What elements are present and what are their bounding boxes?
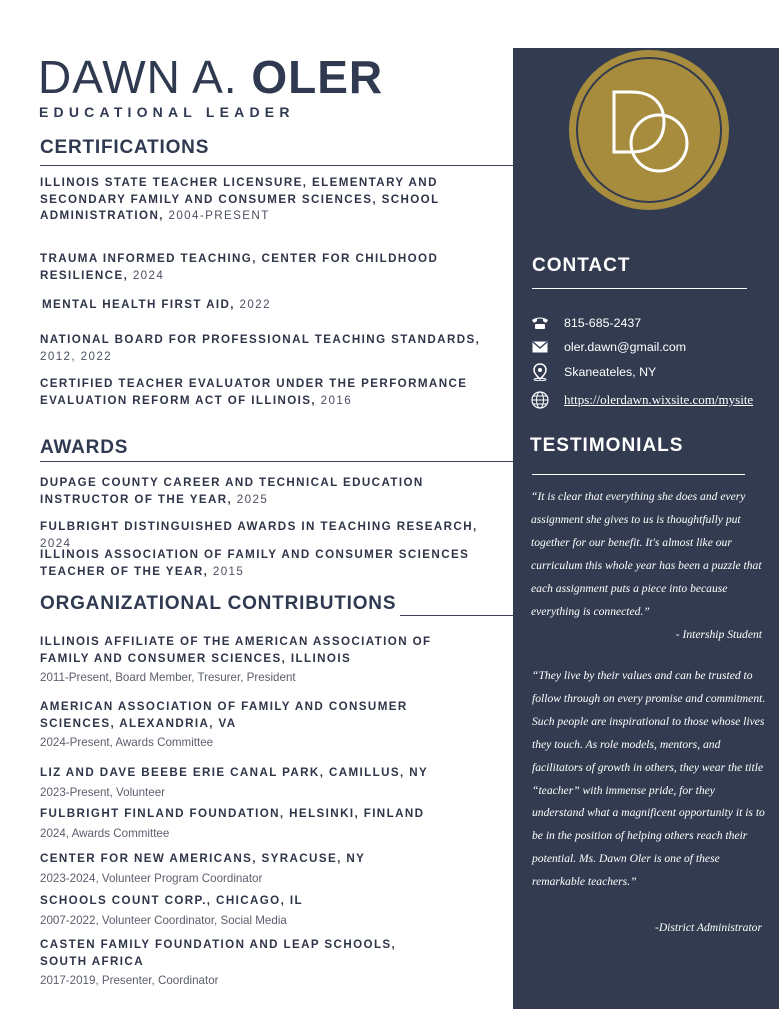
- location-pin-icon: [530, 362, 550, 382]
- testimonial-author: - Intership Student: [675, 628, 762, 641]
- job-title: EDUCATIONAL LEADER: [39, 104, 295, 120]
- contribution-item: LIZ AND DAVE BEEBE ERIE CANAL PARK, CAMILLUS, NY 2023-Present, Volunteer: [40, 766, 429, 799]
- email-icon: [530, 337, 550, 357]
- contact-location: [530, 362, 656, 382]
- testimonial-author: -District Administrator: [654, 921, 762, 934]
- contribution-item: SCHOOLS COUNT CORP., CHICAGO, IL 2007-2022, Volunteer Coordinator, Social Media: [40, 894, 303, 927]
- certification-item: NATIONAL BOARD FOR PROFESSIONAL TEACHING STANDARDS, 2012, 2022: [40, 333, 481, 363]
- certifications-divider: [40, 165, 513, 166]
- certification-item: TRAUMA INFORMED TEACHING, CENTER FOR CHILDHOOD RESILIENCE, 2024: [40, 252, 439, 282]
- contributions-divider: [400, 615, 513, 616]
- awards-heading: AWARDS: [40, 437, 129, 458]
- contact-email: [530, 337, 686, 357]
- contributions-heading: ORGANIZATIONAL CONTRIBUTIONS: [40, 593, 397, 614]
- certification-item: ILLINOIS STATE TEACHER LICENSURE, ELEMENTARY AND SECONDARY FAMILY AND CONSUMER SCIENCES, SCHOOL ADMINISTRATION, 2004-PRESENT: [40, 176, 440, 222]
- location-text: Skaneateles, NY: [564, 365, 657, 379]
- contact-phone: [530, 313, 641, 333]
- contribution-item: AMERICAN ASSOCIATION OF FAMILY AND CONSUMER SCIENCES, ALEXANDRIA, VA 2024-Present, Awards Committee: [40, 700, 408, 749]
- website-link[interactable]: https://olerdawn.wixsite.com/mysite: [564, 392, 754, 407]
- testimonials-heading: TESTIMONIALS: [530, 435, 684, 456]
- certification-item: CERTIFIED TEACHER EVALUATOR UNDER THE PERFORMANCE EVALUATION REFORM ACT OF ILLINOIS, 2016: [40, 377, 468, 407]
- first-name: DAWN A.: [38, 51, 238, 103]
- contact-website: [530, 390, 753, 410]
- award-item: FULBRIGHT DISTINGUISHED AWARDS IN TEACHING RESEARCH, 2024: [40, 520, 478, 550]
- contribution-item: CASTEN FAMILY FOUNDATION AND LEAP SCHOOLS, SOUTH AFRICA 2017-2019, Presenter, Coordinator: [40, 938, 397, 987]
- testimonial-quote: “It is clear that everything she does and every assignment she gives to us is thoughtfully put together for our benefit. It's almost like our curriculum this whole year has been a puzzle that each assignment puts a piece into because everything is connected.”: [531, 490, 762, 618]
- contact-heading: CONTACT: [532, 255, 631, 276]
- contribution-item: FULBRIGHT FINLAND FOUNDATION, HELSINKI, FINLAND 2024, Awards Committee: [40, 807, 425, 840]
- testimonial-quote: “They live by their values and can be trusted to follow through on every promise and commitment. Such people are inspirational to those whose lives they touch. As role models, mentors, and facilitators of growth in others, they wear the title “teacher” with immense pride, for they understand what a magnificent opportunity it is to be in the position of helping others reach their potential. Ms. Dawn Oler is one of these remarkable teachers.”: [532, 669, 766, 889]
- candidate-name: [38, 52, 383, 102]
- certification-item: MENTAL HEALTH FIRST AID, 2022: [42, 298, 271, 311]
- globe-icon: [530, 390, 550, 410]
- phone-number: 815-685-2437: [564, 316, 642, 330]
- last-name: OLER: [251, 51, 384, 103]
- monogram-letters: [576, 57, 722, 203]
- contribution-item: CENTER FOR NEW AMERICANS, SYRACUSE, NY 2023-2024, Volunteer Program Coordinator: [40, 852, 366, 885]
- award-item: ILLINOIS ASSOCIATION OF FAMILY AND CONSUMER SCIENCES TEACHER OF THE YEAR, 2015: [40, 548, 470, 578]
- award-item: DUPAGE COUNTY CAREER AND TECHNICAL EDUCATION INSTRUCTOR OF THE YEAR, 2025: [40, 476, 424, 506]
- email-address[interactable]: oler.dawn@gmail.com: [564, 340, 687, 354]
- certifications-heading: CERTIFICATIONS: [40, 137, 210, 158]
- awards-divider: [40, 461, 513, 462]
- phone-icon: [530, 313, 550, 333]
- testimonials-divider: [532, 474, 745, 475]
- contact-divider: [532, 288, 747, 289]
- contribution-item: ILLINOIS AFFILIATE OF THE AMERICAN ASSOCIATION OF FAMILY AND CONSUMER SCIENCES, ILLINOIS 2011-Present, Board Member, Tresurer, President: [40, 635, 432, 684]
